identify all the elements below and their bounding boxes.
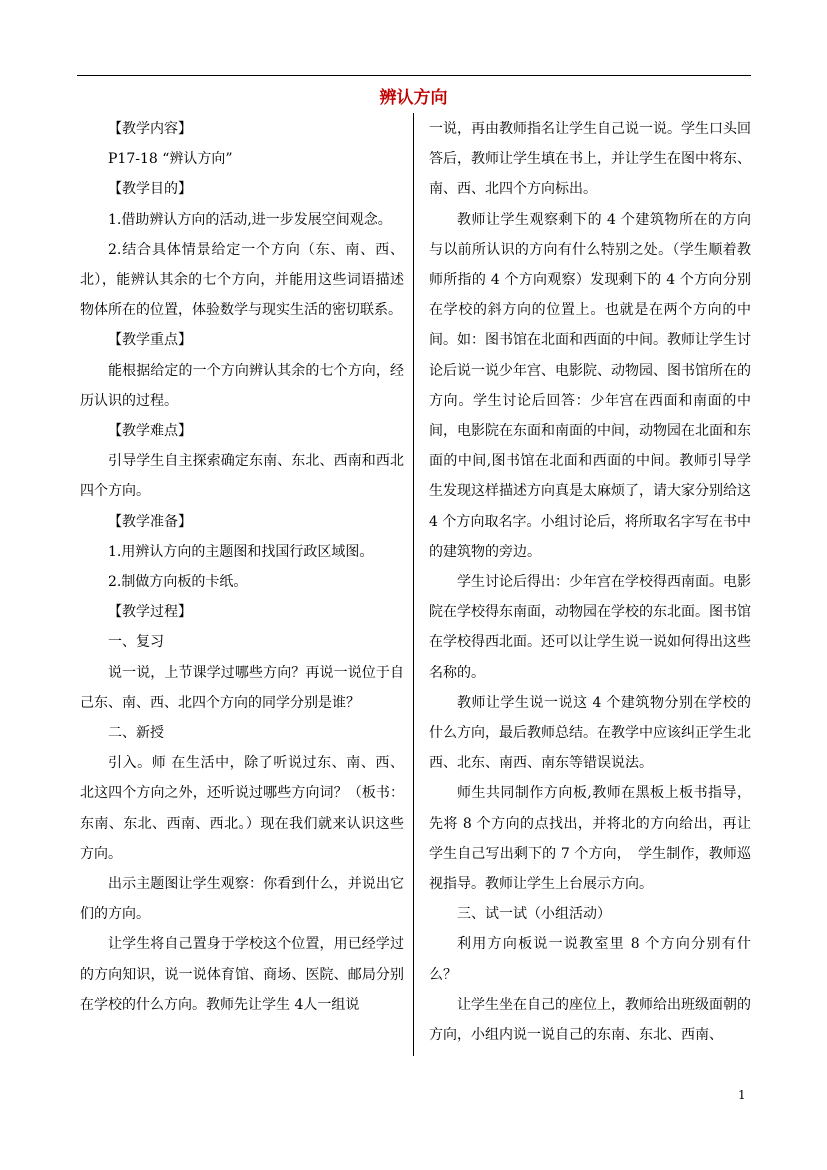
paragraph: 利用方向板说一说教室里 8 个方向分别有什么？	[429, 936, 751, 983]
document-title: 辨认方向	[379, 88, 448, 108]
paragraph: 学生讨论后得出：少年宫在学校得西南面。电影院在学校得东南面，动物园在学校的东北面。图书馆在学校得西北面。还可以让学生说一说如何得出这些名称的。	[429, 574, 751, 681]
section-heading: 【教学内容】	[108, 121, 192, 137]
header-rule	[77, 75, 751, 76]
section-heading: 【教学目的】	[108, 181, 192, 198]
paragraph: 让学生将自己置身于学校这个位置，用已经学过的方向知识，说一说体育馆、商场、医院、邮局分别在学校的什么方向。教师先让学生 4人一组说	[80, 936, 404, 1013]
section-heading: 【教学准备】	[108, 513, 192, 530]
paragraph: 出示主题图让学生观察：你看到什么，并说出它们的方向。	[80, 876, 404, 923]
paragraph: 教师让学生说一说这 4 个建筑物分别在学校的什么方向，最后教师总结。在教学中应该纠正学生北西、北东、南西、南东等错误说法。	[429, 694, 751, 772]
paragraph: 让学生坐在自己的座位上，教师给出班级面朝的方向，小组内说一说自己的东南、东北、西南、	[429, 996, 751, 1044]
paragraph: 2.结合具体情景给定一个方向（东、南、西、北），能辨认其余的七个方向，并能用这些词语描述物体所在的位置，体验数学与现实生活的密切联系。	[80, 241, 404, 319]
paragraph-continued: 一说，再由教师指名让学生自己说一说。学生口头回答后，教师让学生填在书上，并让学生在图中将东、南、西、北四个方向标出。	[429, 121, 751, 198]
section-heading: 【教学过程】	[108, 604, 192, 621]
paragraph: 1.借助辨认方向的活动,进一步发展空间观念。	[108, 211, 392, 228]
paragraph: 引导学生自主探索确定东南、东北、西南和西北四个方向。	[80, 453, 404, 500]
paragraph: 1.用辨认方向的主题图和找国行政区域图。	[108, 543, 374, 560]
paragraph: P17-18 “辨认方向”	[108, 151, 233, 168]
page-number: 1	[738, 1088, 746, 1102]
left-column	[80, 114, 404, 1020]
paragraph: 二、新授	[108, 725, 164, 742]
paragraph: 能根据给定的一个方向辨认其余的七个方向，经历认识的过程。	[80, 362, 404, 409]
column-divider	[413, 113, 414, 1056]
paragraph: 三、试一试（小组活动）	[457, 906, 611, 923]
paragraph: 教师让学生观察剩下的 4 个建筑物所在的方向与以前所认识的方向有什么特别之处。（学生顺着教师所指的 4 个方向观察）发现剩下的 4 个方向分别在学校的斜方向的位置上。也就是在两个方向的中间。如：图书馆在北面和西面的中间。教师让学生讨论后说一说少年宫、电影院、动物园、图书馆所在的方向。学生讨论后回答：少年宫在西面和南面的中间，电影院在东面和南面的中间，动物园在北面和东面的中间,图书馆在北面和西面的中间。教师引导学生发现这样描述方向真是太麻烦了，请大家分别给这 4 个方向取名字。小组讨论后，将所取名字写在书中的建筑物的旁边。	[429, 211, 751, 560]
right-column	[429, 114, 751, 1050]
paragraph: 师生共同制作方向板,教师在黑板上板书指导，先将 8 个方向的点找出，并将北的方向给出，再让学生自己写出剩下的 7 个方向， 学生制作，教师巡视指导。教师让学生上台展示方向。	[429, 785, 751, 893]
paragraph: 引入。师 在生活中，除了听说过东、南、西、北这四个方向之外，还听说过哪些方向词？（板书：东南、东北、西南、西北。）现在我们就来认识这些方向。	[80, 755, 404, 862]
section-heading: 【教学难点】	[108, 423, 192, 440]
section-heading: 【教学重点】	[108, 332, 192, 349]
paragraph: 说一说，上节课学过哪些方向？再说一说位于自己东、南、西、北四个方向的同学分别是谁？	[80, 664, 404, 711]
paragraph: 2.制做方向板的卡纸。	[108, 574, 248, 591]
paragraph: 一、复习	[108, 634, 164, 651]
